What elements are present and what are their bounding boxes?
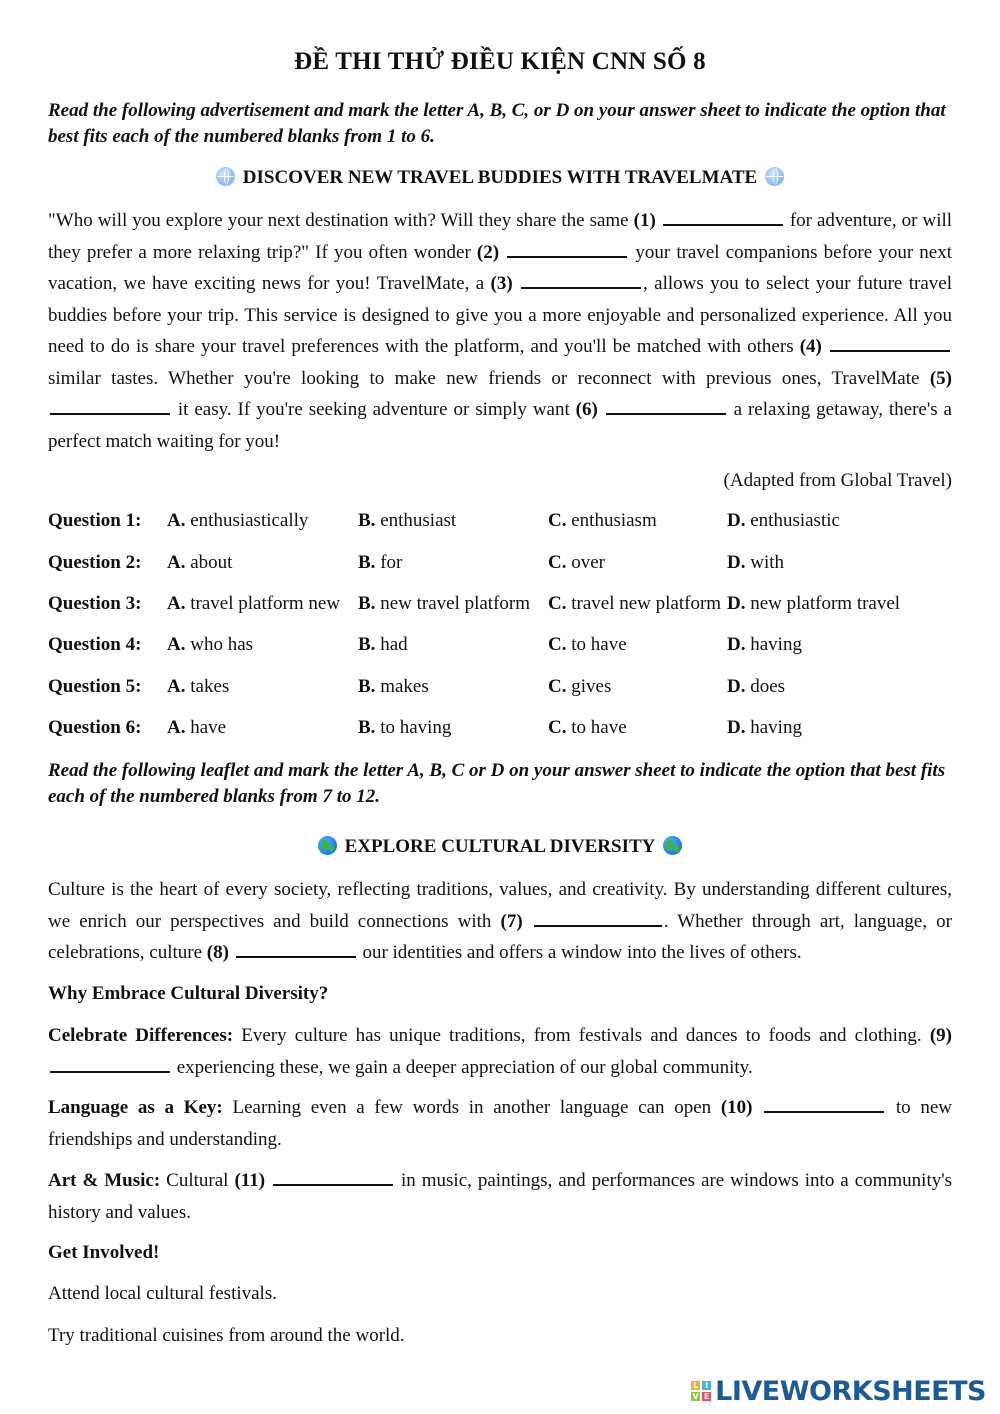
blank-number: (6): [575, 399, 598, 420]
culture-intro: [48, 874, 952, 969]
blank-number: (7): [500, 910, 523, 932]
option-text: to have: [571, 634, 627, 655]
answer-option[interactable]: [548, 634, 627, 656]
get-involved-heading: Get Involved!: [48, 1242, 160, 1263]
option-text: new travel platform: [380, 593, 531, 614]
answer-option[interactable]: [548, 717, 627, 739]
blank-2[interactable]: [507, 238, 627, 258]
instruction-part2: Read the following leaflet and mark the letter A, B, C or D on your answer sheet to indicate the option that best fits each of the numbered blanks from 7 to 12.: [48, 760, 946, 807]
blank-number: (2): [476, 241, 500, 263]
passage-text: experiencing these, we gain a deeper appreciation of our global community.: [176, 1056, 753, 1078]
question-row: [48, 634, 952, 662]
blank-number: (5): [929, 367, 953, 389]
option-text: enthusiastic: [750, 510, 840, 531]
logo-letter: I: [702, 1381, 711, 1390]
question-label: Question 5:: [48, 676, 142, 697]
globe-icon: [216, 167, 235, 186]
answer-option[interactable]: [358, 634, 408, 656]
answer-option[interactable]: [727, 552, 784, 574]
option-letter: D.: [727, 717, 746, 738]
passage-text: a relaxing getaway, there's a perfect match waiting for you!: [48, 399, 952, 452]
answer-option[interactable]: [358, 676, 429, 698]
blank-number: (11): [234, 1170, 266, 1191]
answer-option[interactable]: [167, 676, 229, 698]
blank-number: (1): [633, 210, 656, 231]
answer-option[interactable]: [727, 676, 785, 698]
option-letter: D.: [727, 676, 746, 697]
answer-option[interactable]: [358, 510, 456, 532]
option-text: enthusiastically: [190, 510, 309, 531]
answer-option[interactable]: [358, 593, 530, 615]
blank-number: (9): [929, 1025, 953, 1046]
passage-text: "Who will you explore your next destination with? Will they share the same: [48, 210, 629, 231]
option-letter: C.: [548, 552, 567, 573]
blank-5[interactable]: [50, 395, 170, 415]
blank-8[interactable]: [236, 938, 356, 958]
passage-text: for adventure, or will they prefer a more relaxing trip?" If you often wonder: [48, 210, 953, 263]
logo-letter: E: [703, 1392, 710, 1401]
option-letter: D.: [727, 593, 746, 614]
logo-letter: V: [692, 1392, 699, 1401]
answer-option[interactable]: [167, 552, 232, 574]
question-row: [48, 593, 952, 621]
brand-name: LIVEWORKSHEETS: [715, 1375, 986, 1407]
celebrate-paragraph: [48, 1020, 952, 1083]
answer-option[interactable]: [727, 593, 900, 615]
page-title: ĐỀ THI THỬ ĐIỀU KIỆN CNN SỐ 8: [294, 48, 706, 75]
option-text: enthusiasm: [571, 510, 657, 531]
answer-option[interactable]: [727, 634, 802, 656]
answer-option[interactable]: [167, 510, 308, 532]
question-label: Question 6:: [48, 717, 142, 738]
option-text: who has: [190, 634, 254, 655]
option-letter: C.: [548, 717, 567, 738]
blank-1[interactable]: [663, 206, 783, 226]
passage-text: your travel companions before your next vacation, we have exciting news for you! TravelMate, a: [48, 241, 953, 294]
option-text: travel new platform: [571, 593, 722, 614]
answer-option[interactable]: [167, 634, 253, 656]
list-item: Try traditional cuisines from around the world.: [48, 1325, 405, 1346]
art-paragraph: [48, 1165, 952, 1228]
travelmate-passage: [48, 205, 952, 457]
source-citation: (Adapted from Global Travel): [723, 470, 952, 491]
option-text: having: [750, 634, 802, 655]
answer-option[interactable]: [548, 593, 721, 615]
option-text: over: [571, 552, 605, 573]
passage-text: in music, paintings, and performances are windows into a community's history and values.: [48, 1170, 953, 1223]
passage-text: Culture is the heart of every society, reflecting traditions, values, and creativity. By understanding different cultures, we enrich our perspectives and build connections with: [48, 879, 952, 932]
option-text: enthusiast: [380, 510, 457, 531]
passage-text: Every culture has unique traditions, from festivals and dances to foods and clothing.: [241, 1025, 922, 1046]
option-text: takes: [190, 676, 230, 697]
question-label: Question 1:: [48, 510, 142, 531]
list-item: Attend local cultural festivals.: [48, 1283, 277, 1304]
option-letter: C.: [548, 593, 567, 614]
option-letter: C.: [548, 634, 567, 655]
option-letter: B.: [358, 593, 376, 614]
answer-option[interactable]: [548, 676, 611, 698]
option-letter: A.: [167, 510, 186, 531]
option-letter: D.: [727, 552, 746, 573]
answer-option[interactable]: [167, 593, 340, 615]
option-letter: B.: [358, 634, 376, 655]
liveworksheets-logo-icon: [691, 1381, 711, 1401]
blank-7[interactable]: [534, 907, 662, 927]
question-row: [48, 717, 952, 745]
option-letter: C.: [548, 676, 567, 697]
option-text: about: [190, 552, 233, 573]
option-text: have: [190, 717, 227, 738]
option-text: new platform travel: [750, 593, 901, 614]
option-text: having: [750, 717, 802, 738]
paragraph-label: Celebrate Differences:: [48, 1025, 234, 1046]
option-letter: A.: [167, 634, 186, 655]
paragraph-label: Art & Music:: [48, 1170, 161, 1191]
blank-number: (10): [720, 1097, 753, 1118]
question-row: [48, 552, 952, 580]
blank-11[interactable]: [273, 1166, 393, 1186]
option-letter: C.: [548, 510, 567, 531]
blank-6[interactable]: [606, 395, 726, 415]
option-letter: A.: [167, 676, 186, 697]
passage-text: . Whether through art, language, or celebrations, culture: [48, 910, 952, 963]
earth-globe-icon: [663, 836, 682, 855]
option-letter: B.: [358, 717, 376, 738]
passage-text: similar tastes. Whether you're looking to make new friends or reconnect with previous ones, TravelMate: [48, 367, 920, 389]
option-letter: B.: [358, 552, 376, 573]
answer-option[interactable]: [358, 552, 402, 574]
section-heading-culture: [48, 834, 952, 860]
answer-option[interactable]: [727, 717, 802, 739]
blank-number: (3): [490, 273, 513, 294]
question-label: Question 2:: [48, 552, 142, 573]
answer-option[interactable]: [548, 510, 657, 532]
paragraph-label: Language as a Key:: [48, 1097, 223, 1118]
liveworksheets-logo: [691, 1376, 986, 1406]
why-heading: Why Embrace Cultural Diversity?: [48, 983, 329, 1004]
answer-option[interactable]: [727, 510, 840, 532]
option-letter: D.: [727, 634, 746, 655]
blank-10[interactable]: [764, 1093, 884, 1113]
question-row: [48, 510, 952, 538]
passage-text: Learning even a few words in another language can open: [232, 1097, 712, 1118]
passage-text: Cultural: [166, 1170, 229, 1191]
option-letter: B.: [358, 510, 376, 531]
option-text: to having: [380, 717, 452, 738]
option-letter: A.: [167, 593, 186, 614]
question-row: [48, 676, 952, 704]
language-paragraph: [48, 1092, 952, 1155]
instruction-part1: Read the following advertisement and mark the letter A, B, C, or D on your answer sheet to indicate the option that best fits each of the numbered blanks from 1 to 6.: [48, 100, 946, 147]
option-text: travel platform new: [190, 593, 341, 614]
passage-text: it easy. If you're seeking adventure or simply want: [177, 399, 570, 420]
blank-number: (8): [206, 942, 229, 963]
blank-4[interactable]: [830, 332, 950, 352]
question-label: Question 3:: [48, 593, 142, 614]
option-text: had: [380, 634, 408, 655]
blank-number: (4): [799, 336, 822, 357]
option-letter: B.: [358, 676, 376, 697]
section-heading-travelmate: [48, 165, 952, 191]
passage-text: , allows you to select your future travel buddies before your trip. This service is designed to give you a more enjoyable and personalized experience. All you need to do is share your travel preferences with the platform, and you'll be matched with others: [48, 273, 952, 357]
option-letter: A.: [167, 552, 186, 573]
passage-text: to new friendships and understanding.: [48, 1097, 953, 1150]
answer-option[interactable]: [167, 717, 226, 739]
passage-text: our identities and offers a window into the lives of others.: [362, 942, 802, 963]
blank-9[interactable]: [50, 1053, 170, 1073]
option-text: to have: [571, 717, 627, 738]
option-letter: D.: [727, 510, 746, 531]
globe-icon: [765, 167, 784, 186]
answer-option[interactable]: [548, 552, 605, 574]
option-text: does: [750, 676, 786, 697]
option-letter: A.: [167, 717, 186, 738]
option-text: with: [750, 552, 785, 573]
section-heading-text: DISCOVER NEW TRAVEL BUDDIES WITH TRAVELMATE: [242, 167, 758, 188]
logo-letter: L: [693, 1381, 699, 1390]
answer-option[interactable]: [358, 717, 451, 739]
section-heading-text: EXPLORE CULTURAL DIVERSITY: [344, 836, 656, 857]
earth-globe-icon: [318, 836, 337, 855]
option-text: for: [380, 552, 403, 573]
option-text: makes: [380, 676, 429, 697]
question-label: Question 4:: [48, 634, 142, 655]
option-text: gives: [571, 676, 612, 697]
blank-3[interactable]: [521, 269, 641, 289]
